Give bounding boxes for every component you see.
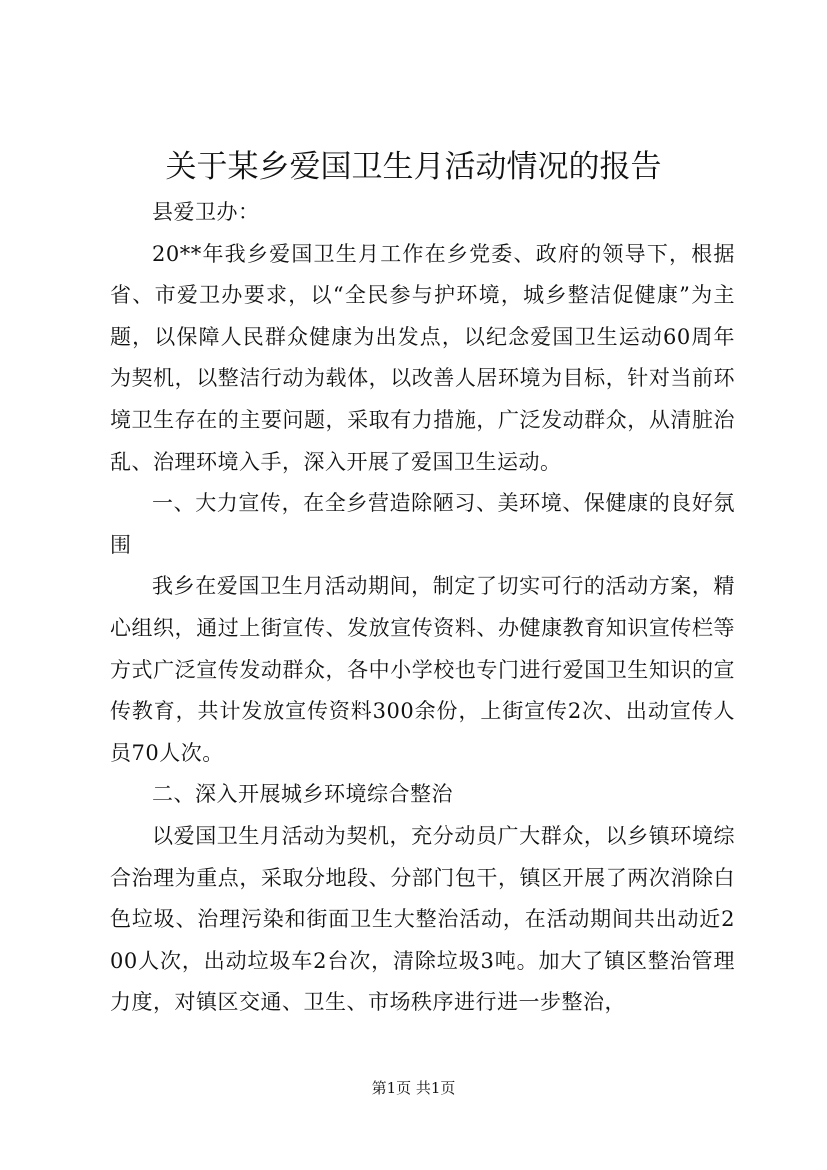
document-body	[110, 192, 735, 1024]
page-footer: 第1页 共1页	[371, 1079, 456, 1097]
paragraph-publicity: 我乡在爱国卫生月活动期间，制定了切实可行的活动方案，精心组织，通过上街宣传、发放宣传资料、办健康教育知识宣传栏等方式广泛宣传发动群众，各中小学校也专门进行爱国卫生知识的宣传教育，共计发放宣传资料300余份，上街宣传2次、出动宣传人员70人次。	[110, 574, 735, 765]
paragraph-rectification: 以爱国卫生月活动为契机，充分动员广大群众，以乡镇环境综合治理为重点，采取分地段、分部门包干，镇区开展了两次消除白色垃圾、治理污染和街面卫生大整治活动，在活动期间共出动近200人次，出动垃圾车2台次，清除垃圾3吨。加大了镇区整治管理力度，对镇区交通、卫生、市场秩序进行进一步整治，	[110, 823, 735, 1015]
salutation: 县爱卫办：	[152, 200, 260, 224]
paragraph-intro: 20**年我乡爱国卫生月工作在乡党委、政府的领导下，根据省、市爱卫办要求，以“全民参与护环境，城乡整洁促健康”为主题，以保障人民群众健康为出发点，以纪念爱国卫生运动60周年为契机，以整洁行动为载体，以改善人居环境为目标，针对当前环境卫生存在的主要问题，采取有力措施，广泛发动群众，从清脏治乱、治理环境入手，深入开展了爱国卫生运动。	[110, 241, 735, 474]
document-title: 关于某乡爱国卫生月活动情况的报告	[165, 149, 662, 185]
section-heading-1: 一、大力宣传，在全乡营造除陋习、美环境、保健康的良好氛围	[110, 491, 735, 557]
section-heading-2: 二、深入开展城乡环境综合整治	[152, 782, 453, 807]
